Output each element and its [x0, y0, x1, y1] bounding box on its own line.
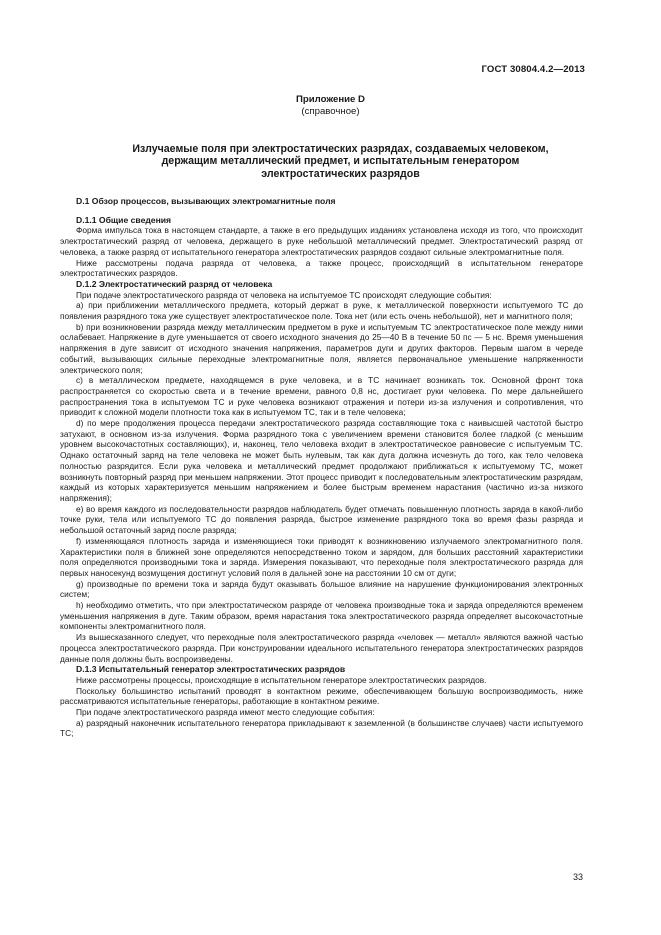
list-item-d: d) по мере продолжения процесса передачи электростатического разряда составляющие тока с наивысшей частотой быстро затухают, в основном из-за излучения. Форма разрядного тока с увеличением времени становится более гладкой (с меньшим уровнем высокочастотных составляющих), и, наконец, тело человека входит в электростатическое равновесие с испытуемым ТС. Однако остаточный заряд на теле человека не может быть нулевым, так как дуга должна исчезнуть до того, как тело человека полностью разрядится. Если рука человека и металлический предмет продолжают приближаться к испытуемому ТС, может возникнуть повторный разряд при меньшем напряжении. Этот процесс приводит к последовательным электростатическим разрядам, каждый из которых характеризуется меньшим напряжением и более быстрым временем нарастания (частично из-за низкого напряжения);: [60, 418, 583, 503]
document-body: [60, 196, 583, 739]
annex-heading: [0, 94, 661, 118]
list-item-e: е) во время каждого из последовательности разрядов наблюдатель будет отмечать повышенную плотность заряда в какой-либо точке руки, тела или испытуемого ТС до появления разряда, быстрое изменение разрядного тока во время фазы разряда и небольшой остаточный заряд после разряда;: [60, 503, 583, 536]
paragraph: Ниже рассмотрены подача разряда от человека, а также процесс, происходящий в испытательном генераторе электростатических разрядов.: [60, 257, 583, 279]
annex-title-line-3: электростатических разрядов: [261, 167, 420, 180]
list-item-a: а) разрядный наконечник испытательного генератора прикладывают к заземленной (в большинстве случаев) части испытуемого ТС;: [60, 717, 583, 739]
list-item-h: h) необходимо отметить, что при электростатическом разряде от человека производные тока и заряда определяются временем уменьшения напряжения в дуге. Таким образом, время нарастания тока электростатического разряда определяет высокочастотные компоненты электромагнитного поля.: [60, 600, 583, 632]
annex-label: Приложение D: [296, 94, 365, 105]
list-item-f: f) изменяющаяся плотность заряда и изменяющиеся токи приводят к возникновению излучаемого электромагнитного поля. Характеристики поля в ближней зоне определяются непосредственно током и зарядом, для больших расстояний характеристики поля определяются производными тока и заряда. Измерения показывают, что переходные поля электростатического разряда для первых наносекунд возмущения достигнут условий поля в дальней зоне на расстоянии 10 см от дуги;: [60, 535, 583, 578]
paragraph: Из вышесказанного следует, что переходные поля электростатического разряда «человек — металл» являются важной частью процесса электростатического разряда. При конструировании идеального испытательного генератора электростатических разрядов данные поля должны быть воспроизведены.: [60, 632, 583, 664]
section-d11-heading: D.1.1 Общие сведения: [76, 214, 172, 225]
section-d12-heading: D.1.2 Электростатический разряд от человека: [76, 278, 273, 289]
list-item-b: b) при возникновении разряда между металлическим предметом в руке и испытуемым ТС электростатическое поле между ними ослабевает. Напряжение в дуге уменьшается от своего исходного значения до 25—40 В в течение 50 пс — 5 нс. Время уменьшения напряжения в дуге зависит от исходного значения напряжения, параметров дуги и других факторов. Первым шагом в череде событий, вызывающих сильные переходные электромагнитные поля, является первоначальное уменьшение напряженности электрического поля;: [60, 321, 583, 375]
annex-title: [60, 143, 621, 180]
paragraph: Форма импульса тока в настоящем стандарте, а также в его предыдущих изданиях установлена исходя из того, что происходит электростатический разряд от человека, держащего в руке небольшой металлический предмет. Электростатический разряд от человека, а также разряд от испытательного генератора электростатических разрядов создают сильные электромагнитные поля.: [60, 225, 583, 257]
section-d13-heading: D.1.3 Испытательный генератор электростатических разрядов: [76, 664, 346, 675]
paragraph: Поскольку большинство испытаний проводят в контактном режиме, обеспечивающем большую воспроизводимость, ниже рассматриваются испытательные генераторы, работающие в контактном режиме.: [60, 685, 583, 707]
paragraph: При подаче электростатического разряда от человека на испытуемое ТС происходят следующие события:: [76, 289, 492, 300]
list-item-c: с) в металлическом предмете, находящемся в руке человека, и в ТС начинает возникать ток. Основной фронт тока распространяется со скоростью света и в течение времени, равного 0,8 нс, достигает руки человека. По мере дальнейшего распространения тока в испытуемом ТС и руке человека возникают отражения и потери из-за излучения и сопротивления, что приводит к сложной модели плотности тока как в испытуемом ТС, так и в теле человека;: [60, 375, 583, 418]
annex-title-line-1: Излучаемые поля при электростатических разрядах, создаваемых человеком,: [132, 143, 549, 155]
list-item-g: g) производные по времени тока и заряда будут оказывать большое влияние на нарушение функционирования электронных систем;: [60, 578, 583, 600]
paragraph: При подаче электростатического разряда имеют место следующие события:: [76, 707, 375, 718]
section-d1-heading: D.1 Обзор процессов, вызывающих электромагнитные поля: [76, 196, 336, 206]
list-item-a: а) при приближении металлического предмета, который держат в руке, к металлической поверхности испытуемого ТС до появления разрядного тока уже существует электростатическое поле. Тока нет (или есть очень небольшой), нет и магнитного поля;: [60, 300, 583, 322]
annex-title-line-2: держащим металлический предмет, и испытательным генератором: [161, 155, 520, 168]
paragraph: Ниже рассмотрены процессы, происходящие в испытательном генераторе электростатических разрядов.: [76, 674, 487, 685]
annex-type: (справочное): [301, 106, 360, 117]
standard-designation: ГОСТ 30804.4.2—2013: [481, 64, 585, 75]
page-number: 33: [572, 872, 583, 882]
